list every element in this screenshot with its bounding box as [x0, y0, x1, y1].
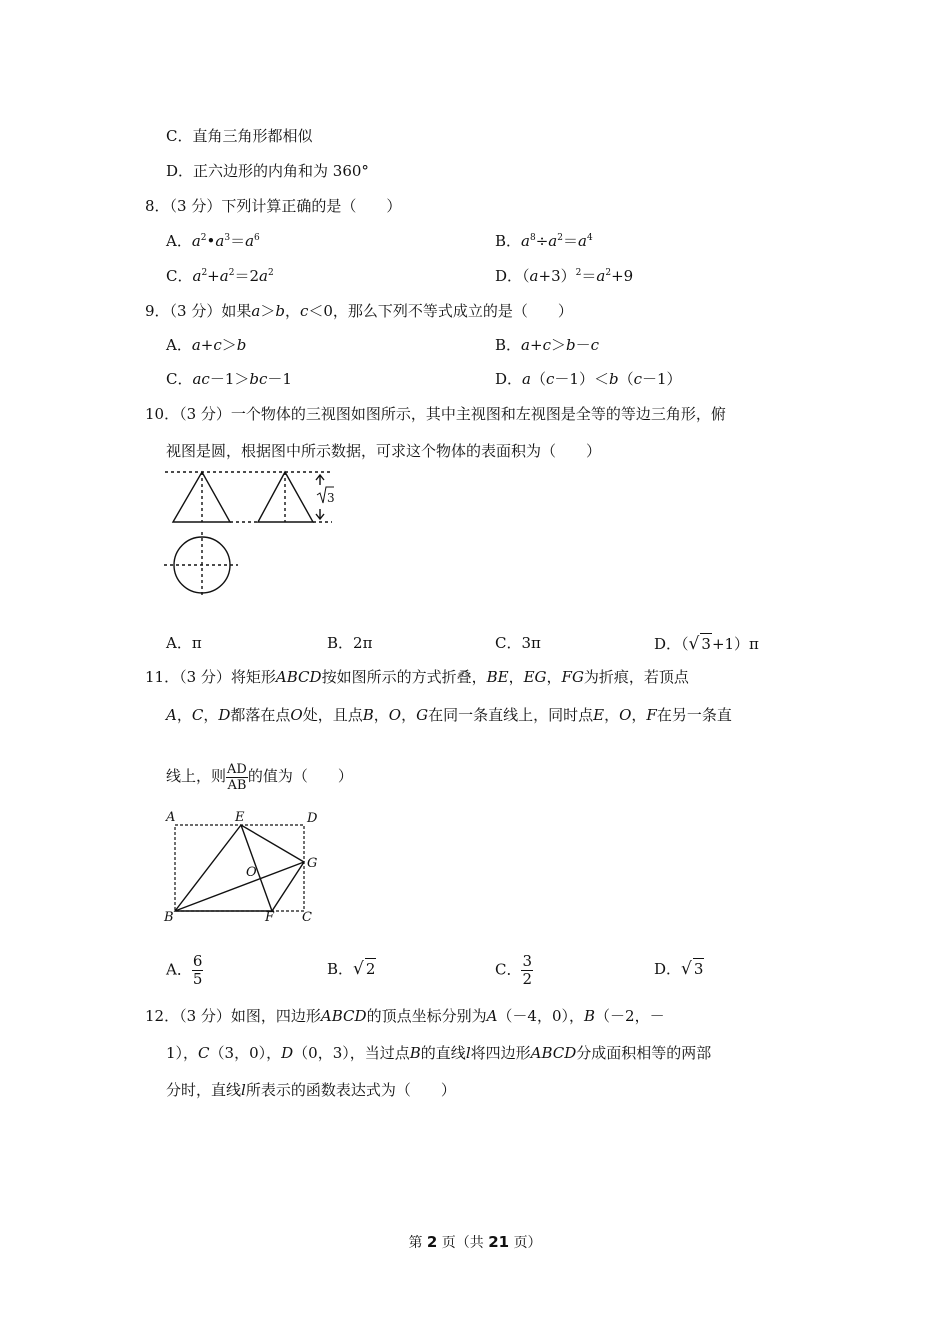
q8-option-b: B．$a^8\div a^2=a^4$ — [495, 232, 593, 250]
q10-stem-line1: 10．（3 分）一个物体的三视图如图所示，其中主视图和左视图是全等的等边三角形，俯 — [145, 405, 726, 423]
fraction-ad-ab: $\frac{AD}{AB}$ — [227, 761, 247, 793]
page-footer: 第 2 页（共 21 页） — [408, 1233, 542, 1251]
q7-option-d: D．正六边形的内角和为 360° — [166, 162, 369, 180]
svg-text:C: C — [302, 910, 312, 925]
dimension-label-sqrt3 — [317, 487, 335, 505]
q10-option-c: C．3π — [495, 634, 541, 652]
q11-option-d: D．√ 3 — [654, 959, 704, 979]
q8-option-c: C．$a^2+a^2=2a^2$ — [166, 267, 274, 285]
q11-stem-line3: 线上，则 $\frac{AD}{AB}$ 的值为（ ） — [166, 761, 353, 793]
svg-text:O: O — [246, 865, 257, 880]
svg-text:E: E — [235, 810, 245, 825]
svg-text:B: B — [164, 910, 174, 925]
q12-stem-line2: 1），C（3，0），D（0，3），当过点B的直线l将四边形ABCD分成面积相等的两部 — [166, 1044, 712, 1062]
svg-text:F: F — [265, 910, 275, 925]
three-view-figure — [160, 465, 340, 605]
q9-option-a: A．a+c＞b — [166, 336, 247, 354]
svg-text:3: 3 — [327, 491, 335, 505]
q8-option-a: A．$a^2•a^3=a^6$ — [166, 232, 260, 250]
q7-option-c: C．直角三角形都相似 — [166, 127, 313, 145]
q11-stem-line2: A，C，D都落在点O处，且点B，O，G在同一条直线上，同时点E，O，F在另一条直 — [166, 706, 732, 724]
svg-text:D: D — [307, 811, 318, 826]
q8-stem: 8．（3 分）下列计算正确的是（ ） — [145, 197, 402, 215]
svg-text:G: G — [307, 856, 318, 871]
q10-stem-line2: 视图是圆，根据图中所示数据，可求这个物体的表面积为（ ） — [166, 442, 602, 460]
q11-option-b: B．√ 2 — [327, 959, 376, 979]
q10-option-d: D．（√ 3+1）π — [654, 634, 759, 654]
q11-option-a: A． $\frac{6}{5}$ — [166, 952, 203, 988]
q12-stem-line3: 分时，直线l所表示的函数表达式为（ ） — [166, 1081, 456, 1099]
q8-option-d: D．$(a+3)^2=a^2+9$ — [495, 267, 634, 285]
q9-stem: 9．（3 分）如果a＞b，c＜0，那么下列不等式成立的是（ ） — [145, 302, 573, 320]
q11-option-c: C． $\frac{3}{2}$ — [495, 952, 533, 988]
rectangle-fold-figure — [160, 808, 330, 928]
q10-option-a: A．π — [166, 634, 202, 652]
q12-stem-line1: 12．（3 分）如图，四边形ABCD的顶点坐标分别为A（－4，0），B（－2，－ — [145, 1007, 665, 1025]
q9-option-b: B．a+c＞b－c — [495, 336, 600, 354]
q9-option-d: D．a（c－1）＜b（c－1） — [495, 370, 682, 388]
q10-option-b: B．2π — [327, 634, 373, 652]
q9-option-c: C．ac－1＞bc－1 — [166, 370, 292, 388]
svg-text:A: A — [166, 810, 176, 825]
q11-stem-line1: 11．（3 分）将矩形ABCD按如图所示的方式折叠，BE，EG，FG为折痕，若顶点 — [145, 668, 689, 686]
